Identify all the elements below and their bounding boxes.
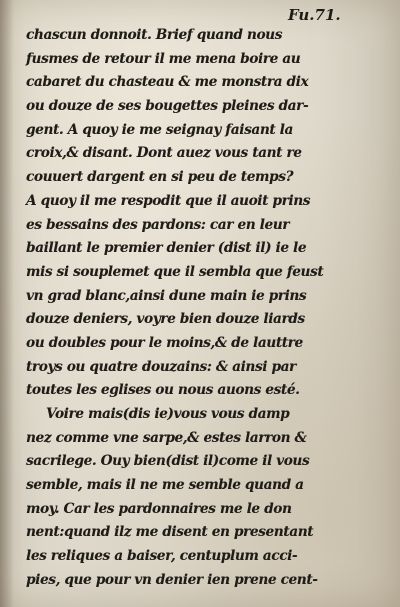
text-line: pies, que pour vn denier ien prene cent-: [26, 571, 318, 588]
text-line: sacrilege. Ouy bien(dist il)come il vous: [26, 453, 310, 470]
text-line: vn grad blanc,ainsi dune main ie prins: [26, 287, 307, 304]
text-line: mis si souplemet que il sembla que feust: [26, 263, 324, 280]
text-line: fusmes de retour il me mena boire au: [26, 50, 301, 67]
body-text: [26, 24, 360, 593]
text-line: douze deniers, voyre bien douze liards: [26, 311, 305, 328]
text-line: croix,& disant. Dont auez vous tant re: [26, 145, 302, 162]
text-line: troys ou quatre douzains: & ainsi par: [26, 358, 296, 375]
text-line: baillant le premier denier (dist il) ie le: [26, 240, 307, 257]
text-line: nez comme vne sarpe,& estes larron &: [26, 429, 307, 446]
text-line: cabaret du chasteau & me monstra dix: [26, 74, 309, 91]
paragraph-start-line: Voire mais(dis ie)vous vous damp: [46, 406, 290, 422]
text-line: nent:quand ilz me disent en presentant: [26, 524, 314, 541]
text-line: ou doubles pour le moins,& de lauttre: [26, 334, 303, 351]
text-line: ou douze de ses bougettes pleines dar-: [26, 98, 309, 115]
text-line: chascun donnoit. Brief quand nous: [26, 27, 283, 43]
text-line: couuert dargent en si peu de temps?: [26, 169, 294, 186]
text-line: A quoy il me respodit que il auoit prins: [26, 192, 311, 209]
text-line: gent. A quoy ie me seignay faisant la: [26, 121, 293, 138]
folio-number: Fu.71.: [288, 6, 341, 24]
text-line: es bessains des pardons: car en leur: [26, 216, 290, 233]
text-line: semble, mais il ne me semble quand a: [26, 477, 304, 494]
text-line: toutes les eglises ou nous auons esté.: [26, 382, 300, 399]
text-line: les reliques a baiser, centuplum acci-: [26, 548, 298, 565]
text-line: moy. Car les pardonnaires me le don: [26, 500, 292, 517]
